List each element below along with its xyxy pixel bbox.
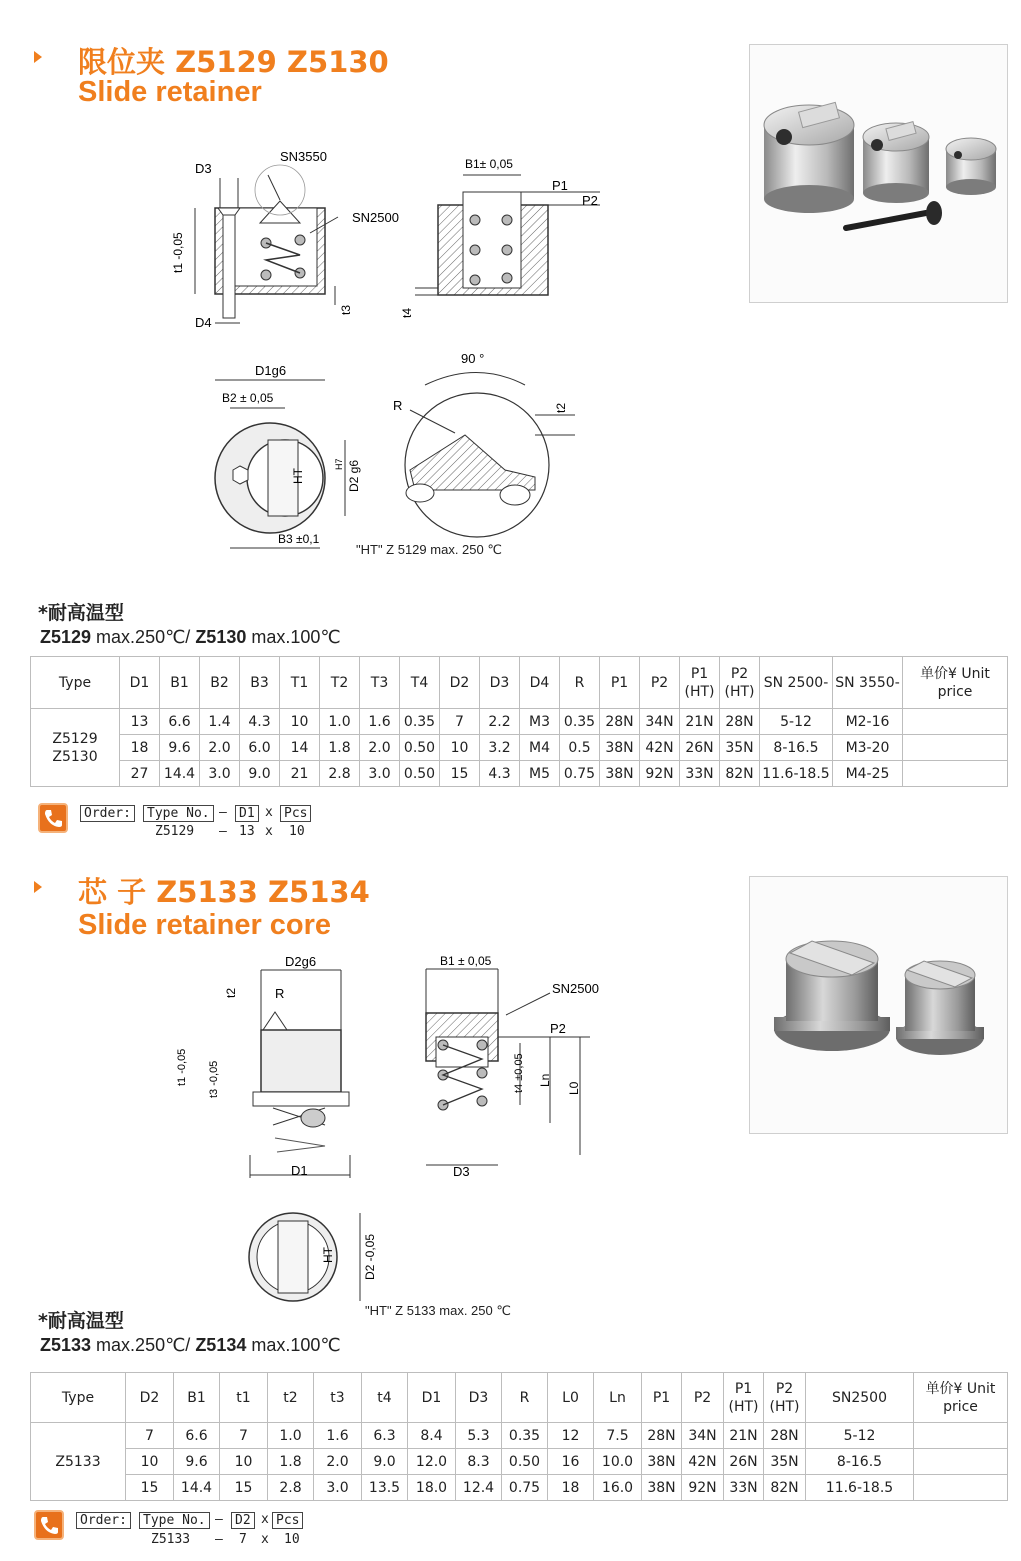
table-cell: 8-16.5: [760, 735, 833, 761]
header-r: R: [560, 657, 600, 709]
header-p2-ht: P2 (HT): [720, 657, 760, 709]
table-row: [31, 709, 1008, 735]
temp-text-b: max.100℃: [246, 1335, 341, 1355]
table-cell: 15: [126, 1475, 174, 1501]
table-cell: M4-25: [833, 761, 903, 787]
ht-note-drawing-2: "HT" Z 5133 max. 250 ℃: [365, 1303, 511, 1318]
table-cell: 12.0: [408, 1449, 456, 1475]
table-cell: 8.3: [456, 1449, 502, 1475]
table-cell: 9.6: [174, 1449, 220, 1475]
order-pcs: Pcs: [280, 805, 311, 822]
header-type: Type: [31, 1373, 126, 1423]
table-cell: 3.0: [200, 761, 240, 787]
table-cell: 27: [120, 761, 160, 787]
table-cell: 1.8: [320, 735, 360, 761]
label-t3: t3: [339, 304, 353, 315]
table-cell: 16: [548, 1449, 594, 1475]
table-cell: 2.0: [314, 1449, 362, 1475]
table-row: [31, 1475, 1008, 1501]
table-cell: M4: [520, 735, 560, 761]
table-cell: 0.75: [502, 1475, 548, 1501]
order-example-type: Z5129: [155, 824, 195, 839]
table-cell: 26N: [680, 735, 720, 761]
table-cell: 28N: [720, 709, 760, 735]
table-cell: 10: [126, 1449, 174, 1475]
header-d1: D1: [408, 1373, 456, 1423]
header-unit-price: 单价¥ Unit price: [914, 1373, 1008, 1423]
temp-model-b: Z5130: [195, 627, 247, 647]
header-r: R: [502, 1373, 548, 1423]
table-cell: 28N: [600, 709, 640, 735]
table-cell: 28N: [642, 1423, 682, 1449]
temp-text-b: max.100℃: [246, 627, 341, 647]
table-cell: 7.5: [594, 1423, 642, 1449]
table-cell: 0.50: [400, 735, 440, 761]
table-cell: 82N: [720, 761, 760, 787]
drawing-retainer-section-right: [395, 150, 615, 320]
table-cell: 0.50: [400, 761, 440, 787]
table-cell: 2.0: [200, 735, 240, 761]
table-cell: 2.8: [320, 761, 360, 787]
temp-model-a: Z5133: [40, 1335, 92, 1355]
type-label: Z5133: [55, 1453, 101, 1470]
table-cell: 82N: [764, 1475, 806, 1501]
order-dash: –: [215, 1512, 223, 1527]
table-cell: 3.0: [314, 1475, 362, 1501]
table-cell: 0.35: [400, 709, 440, 735]
product-photo-slide-retainer-core: [749, 876, 1008, 1134]
header-p1: P1: [642, 1373, 682, 1423]
label-angle: 90 °: [461, 351, 485, 366]
header-t1: t1: [220, 1373, 268, 1423]
table-cell: 6.0: [240, 735, 280, 761]
table-cell: 0.35: [560, 709, 600, 735]
phone-order-icon: [38, 803, 68, 833]
type-cell: [31, 1423, 126, 1501]
order-dim: D1: [235, 805, 259, 822]
table-cell: 21N: [680, 709, 720, 735]
order-pcs: Pcs: [272, 1512, 303, 1529]
table-cell: 8-16.5: [806, 1449, 914, 1475]
spec-table-slide-retainer-core: [30, 1372, 1008, 1501]
section-bullet-arrow: [34, 881, 42, 893]
table-cell: [914, 1423, 1008, 1449]
table-cell: 13: [120, 709, 160, 735]
table-cell: [903, 735, 1008, 761]
table-cell: 21: [280, 761, 320, 787]
header-t2: T2: [320, 657, 360, 709]
table-cell: 12.4: [456, 1475, 502, 1501]
section-title-cn: 芯 子 Z5133 Z5134: [78, 875, 370, 909]
order-example-x: x: [261, 1532, 269, 1547]
label-sn2500: SN2500: [552, 981, 599, 996]
table-cell: 13.5: [362, 1475, 408, 1501]
table-cell: [903, 761, 1008, 787]
temp-model-a: Z5129: [40, 627, 92, 647]
table-cell: [914, 1475, 1008, 1501]
label-d1: D1g6: [255, 363, 287, 378]
label-p2: P2: [582, 193, 598, 208]
label-sn2500-left: SN2500: [352, 210, 399, 225]
temp-text-a: max.250℃/: [91, 627, 196, 647]
table-cell: 9.0: [362, 1449, 408, 1475]
table-cell: 42N: [682, 1449, 724, 1475]
product-photo-slide-retainer: [749, 44, 1008, 303]
label-d3: D3: [453, 1164, 470, 1179]
table-cell: 38N: [642, 1449, 682, 1475]
table-cell: 15: [220, 1475, 268, 1501]
table-cell: 1.0: [268, 1423, 314, 1449]
table-cell: 18: [548, 1475, 594, 1501]
table-cell: 34N: [640, 709, 680, 735]
table-cell: 1.8: [268, 1449, 314, 1475]
header-d3: D3: [456, 1373, 502, 1423]
label-d1: D1: [291, 1163, 308, 1178]
table-cell: 1.6: [360, 709, 400, 735]
label-b2: B2 ± 0,05: [222, 391, 274, 405]
table-cell: 33N: [680, 761, 720, 787]
table-cell: 14.4: [174, 1475, 220, 1501]
order-format-2: [34, 1510, 334, 1550]
table-cell: 14: [280, 735, 320, 761]
ht-note-drawing-1: "HT" Z 5129 max. 250 ℃: [356, 542, 502, 557]
label-ht-core: HT: [321, 1247, 335, 1263]
label-ht-top: HT: [291, 468, 305, 484]
table-cell: 10: [440, 735, 480, 761]
label-t1: t1 -0,05: [176, 1048, 188, 1086]
label-d3: D3: [195, 161, 212, 176]
header-b2: B2: [200, 657, 240, 709]
table-row: [31, 735, 1008, 761]
label-h7: H7: [334, 458, 344, 470]
order-format-1: [38, 803, 338, 839]
temp-model-b: Z5134: [195, 1335, 247, 1355]
header-p1-ht: P1 (HT): [680, 657, 720, 709]
table-cell: 2.8: [268, 1475, 314, 1501]
table-cell: 35N: [764, 1449, 806, 1475]
table-cell: M2-16: [833, 709, 903, 735]
table-row: [31, 1449, 1008, 1475]
table-cell: 16.0: [594, 1475, 642, 1501]
header-sn2500: SN2500: [806, 1373, 914, 1423]
table-cell: 6.6: [160, 709, 200, 735]
table-cell: 15: [440, 761, 480, 787]
table-cell: 35N: [720, 735, 760, 761]
table-cell: 6.6: [174, 1423, 220, 1449]
label-r: R: [275, 986, 285, 1001]
label-d2: D2g6: [285, 954, 317, 969]
drawing-retainer-detail: [385, 345, 585, 550]
order-example-type: Z5133: [151, 1532, 191, 1547]
label-d2-top: D2 -0,05: [363, 1233, 377, 1280]
order-example-pcs: 10: [284, 1532, 300, 1547]
header-p2: P2: [682, 1373, 724, 1423]
table-cell: 0.5: [560, 735, 600, 761]
label-b1: B1 ± 0,05: [440, 954, 492, 968]
label-sn3550: SN3550: [280, 149, 327, 164]
header-t3: t3: [314, 1373, 362, 1423]
drawing-core-section: [410, 955, 610, 1185]
label-p2: P2: [550, 1021, 566, 1036]
header-ln: Ln: [594, 1373, 642, 1423]
ht-heading-2: *耐高温型: [38, 1310, 124, 1332]
table-cell: 6.3: [362, 1423, 408, 1449]
label-t4: t4 ±0,05: [513, 1053, 525, 1093]
table-cell: 9.6: [160, 735, 200, 761]
table-cell: 7: [126, 1423, 174, 1449]
table-cell: 14.4: [160, 761, 200, 787]
table-cell: 11.6-18.5: [760, 761, 833, 787]
table-cell: [903, 709, 1008, 735]
header-t4: t4: [362, 1373, 408, 1423]
table-row: [31, 761, 1008, 787]
type-label: Z5130: [52, 748, 98, 765]
drawing-retainer-top-view: [200, 360, 375, 560]
order-type-no: Type No.: [143, 805, 214, 822]
table-cell: 38N: [600, 735, 640, 761]
header-unit-price: 单价¥ Unit price: [903, 657, 1008, 709]
order-x: x: [265, 805, 273, 820]
temp-note-2: [40, 1335, 341, 1356]
table-cell: 92N: [682, 1475, 724, 1501]
table-cell: 4.3: [240, 709, 280, 735]
table-cell: 1.4: [200, 709, 240, 735]
product-photo-image: [750, 877, 1009, 1135]
ht-heading-1: *耐高温型: [38, 602, 124, 624]
header-sn2500: SN 2500-: [760, 657, 833, 709]
header-d2: D2: [440, 657, 480, 709]
table-header-row: [31, 1373, 1008, 1423]
drawing-retainer-section-left: [160, 145, 399, 335]
section-title-cn: 限位夹 Z5129 Z5130: [78, 45, 389, 79]
table-cell: 10: [280, 709, 320, 735]
spec-table-slide-retainer: [30, 656, 1008, 787]
label-t1: t1 -0,05: [171, 232, 185, 273]
table-cell: 2.0: [360, 735, 400, 761]
type-label: Z5129: [52, 730, 98, 747]
phone-order-icon: [34, 1510, 64, 1540]
header-d2: D2: [126, 1373, 174, 1423]
label-p1: P1: [552, 178, 568, 193]
order-x: x: [261, 1512, 269, 1527]
label-t4: t4: [400, 307, 414, 318]
table-cell: [914, 1449, 1008, 1475]
table-cell: 1.6: [314, 1423, 362, 1449]
order-dash: –: [219, 805, 227, 820]
section-title-en: Slide retainer: [78, 76, 262, 108]
table-cell: 7: [440, 709, 480, 735]
table-header-row: [31, 657, 1008, 709]
label-d4: D4: [195, 315, 212, 330]
label-ln: Ln: [538, 1073, 552, 1087]
temp-text-a: max.250℃/: [91, 1335, 196, 1355]
label-t2: t2: [554, 402, 568, 413]
label-t3: t3 -0,05: [208, 1060, 220, 1098]
table-cell: 0.75: [560, 761, 600, 787]
table-cell: 3.0: [360, 761, 400, 787]
order-example-dash: –: [219, 824, 227, 839]
header-b3: B3: [240, 657, 280, 709]
header-type: Type: [31, 657, 120, 709]
table-cell: 21N: [724, 1423, 764, 1449]
order-example-pcs: 10: [289, 824, 305, 839]
order-dim: D2: [231, 1512, 255, 1529]
table-cell: 7: [220, 1423, 268, 1449]
table-cell: 4.3: [480, 761, 520, 787]
table-cell: 0.50: [502, 1449, 548, 1475]
table-cell: 28N: [764, 1423, 806, 1449]
label-r: R: [393, 398, 403, 413]
table-cell: 10: [220, 1449, 268, 1475]
label-l0: L0: [567, 1081, 581, 1095]
table-cell: 18.0: [408, 1475, 456, 1501]
header-t2: t2: [268, 1373, 314, 1423]
table-cell: 9.0: [240, 761, 280, 787]
table-cell: 92N: [640, 761, 680, 787]
table-cell: 3.2: [480, 735, 520, 761]
table-cell: 38N: [600, 761, 640, 787]
product-photo-image: [750, 45, 1009, 304]
table-cell: 34N: [682, 1423, 724, 1449]
header-sn3550: SN 3550-: [833, 657, 903, 709]
header-t3: T3: [360, 657, 400, 709]
order-example-dim: 13: [239, 824, 255, 839]
order-type-no: Type No.: [139, 1512, 210, 1529]
table-cell: 5-12: [806, 1423, 914, 1449]
header-d4: D4: [520, 657, 560, 709]
drawing-core-side-view: [165, 950, 365, 1185]
label-b1: B1± 0,05: [465, 157, 513, 171]
table-cell: 2.2: [480, 709, 520, 735]
label-d2: D2 g6: [347, 459, 361, 492]
header-d1: D1: [120, 657, 160, 709]
table-cell: 8.4: [408, 1423, 456, 1449]
table-row: [31, 1423, 1008, 1449]
header-p1-ht: P1 (HT): [724, 1373, 764, 1423]
header-l0: L0: [548, 1373, 594, 1423]
type-cell: [31, 709, 120, 787]
header-p2: P2: [640, 657, 680, 709]
section-bullet-arrow: [34, 51, 42, 63]
table-cell: 0.35: [502, 1423, 548, 1449]
header-p1: P1: [600, 657, 640, 709]
table-cell: 12: [548, 1423, 594, 1449]
table-cell: 10.0: [594, 1449, 642, 1475]
table-cell: M3-20: [833, 735, 903, 761]
header-p2-ht: P2 (HT): [764, 1373, 806, 1423]
order-example-dim: 7: [239, 1532, 247, 1547]
header-b1: B1: [174, 1373, 220, 1423]
header-d3: D3: [480, 657, 520, 709]
table-cell: 26N: [724, 1449, 764, 1475]
header-t1: T1: [280, 657, 320, 709]
header-b1: B1: [160, 657, 200, 709]
label-b3: B3 ±0,1: [278, 532, 320, 546]
order-label: Order:: [76, 1512, 131, 1529]
header-t4: T4: [400, 657, 440, 709]
temp-note-1: [40, 627, 341, 648]
table-cell: 5-12: [760, 709, 833, 735]
table-cell: 5.3: [456, 1423, 502, 1449]
order-example-x: x: [265, 824, 273, 839]
order-example-dash: –: [215, 1532, 223, 1547]
section-title-en: Slide retainer core: [78, 909, 332, 941]
table-cell: 11.6-18.5: [806, 1475, 914, 1501]
table-cell: 1.0: [320, 709, 360, 735]
table-cell: 18: [120, 735, 160, 761]
table-cell: 38N: [642, 1475, 682, 1501]
label-t2: t2: [224, 987, 238, 998]
table-cell: M3: [520, 709, 560, 735]
order-label: Order:: [80, 805, 135, 822]
table-cell: 42N: [640, 735, 680, 761]
table-cell: M5: [520, 761, 560, 787]
table-cell: 33N: [724, 1475, 764, 1501]
